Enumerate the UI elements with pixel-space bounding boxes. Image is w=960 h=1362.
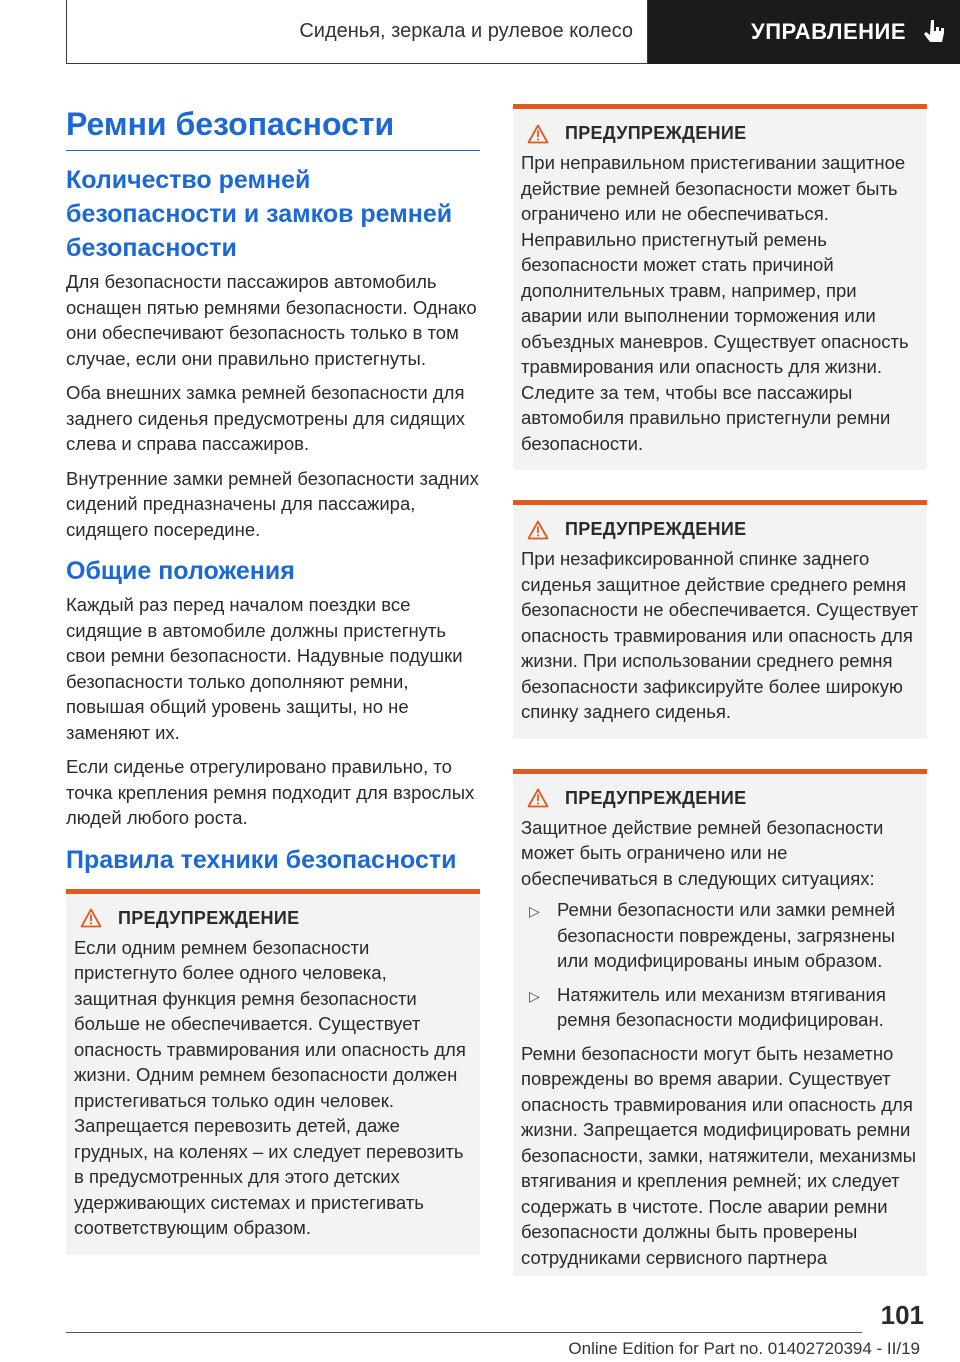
- chapter-title: УПРАВЛЕНИЕ: [751, 19, 906, 44]
- warning-text: При неправильном пристегивании защитное действие ремней безопасности может быть ограничено или не обеспечиваться. Неправильно пристегнутый ремень безопасности может стать причиной дополнительных травм, например, при аварии или выполнении торможения или объездных маневров. Существует опасность травмирования или опасность для жизни. Следите за тем, чтобы все пассажиры автомобиля правильно пристегнули ремни безопасности.: [521, 152, 909, 454]
- warning-box: [513, 769, 927, 1277]
- warning-list: [521, 897, 919, 1033]
- warning-title: ПРЕДУПРЕЖДЕНИЕ: [565, 519, 747, 539]
- warning-title: ПРЕДУПРЕЖДЕНИЕ: [118, 907, 300, 928]
- list-item: [521, 982, 919, 1033]
- warning-title: ПРЕДУПРЕЖДЕНИЕ: [565, 123, 747, 143]
- footer-edition: Online Edition for Part no. 01402720394 - II/19: [568, 1339, 920, 1358]
- list-item-text: Ремни безопасности или замки ремней безопасности повреждены, загрязнены или модифицированы иным образом.: [557, 899, 896, 971]
- warning-triangle-icon: [527, 124, 549, 144]
- warning-triangle-icon: [527, 520, 549, 540]
- list-item: [521, 897, 919, 974]
- warning-intro: Защитное действие ремней безопасности может быть ограничено или не обеспечиваться в следующих ситуациях:: [521, 816, 884, 889]
- footer-divider: [66, 1332, 862, 1333]
- list-item-text: Натяжитель или механизм втягивания ремня безопасности модифицирован.: [557, 983, 886, 1030]
- paragraph: Каждый раз перед началом поездки все сидящие в автомобиле должны пристегнуть свои ремни безопасности. Надувные подушки безопасности только дополняют ремни, повышая общий уровень защиты, но не заменяют их.: [66, 594, 463, 743]
- paragraph: Оба внешних замка ремней безопасности для заднего сиденья предусмотрены для сидящих слева и справа пассажиров.: [66, 382, 466, 454]
- warning-triangle-icon: [80, 908, 102, 928]
- heading-general: Общие положения: [66, 557, 295, 585]
- header-section-title: [66, 0, 648, 64]
- left-column: [66, 104, 480, 1255]
- section-title: Сиденья, зеркала и рулевое колесо: [299, 20, 633, 42]
- heading-safety-rules: Правила техники безопасности: [66, 845, 457, 874]
- right-column: [513, 104, 927, 1276]
- warning-box: [66, 889, 480, 1255]
- page-number: 101: [880, 1300, 924, 1330]
- warning-box: [513, 104, 927, 470]
- warning-text: Ремни безопасности могут быть незаметно повреждены во время аварии. Существует опасность травмирования или опасность для жизни. Запрещается модифицировать ремни безопасности, замки, натяжители, механизмы втягивания и крепления ремней; их следует содержать в чистоте. После аварии ремни безопасности должны быть проверены сотрудниками сервисного партнера: [521, 1042, 917, 1268]
- warning-title: ПРЕДУПРЕЖДЕНИЕ: [565, 787, 747, 808]
- title-divider: [66, 150, 480, 151]
- list-bullet-triangle-icon: ▷: [529, 903, 540, 919]
- page-title: Ремни безопасности: [66, 106, 395, 142]
- paragraph: Если сиденье отрегулировано правильно, то точка крепления ремня подходит для взрослых людей любого роста.: [66, 756, 475, 828]
- warning-box: [513, 500, 927, 739]
- warning-triangle-icon: [527, 788, 549, 808]
- warning-text: При незафиксированной спинке заднего сиденья защитное действие среднего ремня безопасности не обеспечивается. Существует опасность травмирования или опасность для жизни. При использовании среднего ремня безопасности зафиксируйте более широкую спинку заднего сиденья.: [521, 548, 919, 722]
- heading-belt-count: Количество ремней безопасности и замков ремней безопасности: [66, 166, 453, 262]
- list-bullet-triangle-icon: ▷: [529, 987, 540, 1004]
- hand-pointer-icon: [922, 18, 948, 46]
- warning-text: Если одним ремнем безопасности пристегнуто более одного человека, защитная функция ремня безопасности больше не обеспечивается. Существует опасность травмирования или опасность для жизни. Одним ремнем безопасности должен пристегиваться только один человек. Запрещается перевозить детей, даже грудных, на коленях – их следует перевозить в предусмотренных для этого детских удерживающих системах и пристегивать соответствующим образом.: [74, 936, 466, 1238]
- header-chapter-tab: [648, 0, 960, 64]
- paragraph: Для безопасности пассажиров автомобиль оснащен пятью ремнями безопасности. Однако они обеспечивают безопасность только в том случае, если они правильно пристегнуты.: [66, 271, 477, 369]
- paragraph: Внутренние замки ремней безопасности задних сидений предназначены для пассажира, сидящего посередине.: [66, 467, 479, 540]
